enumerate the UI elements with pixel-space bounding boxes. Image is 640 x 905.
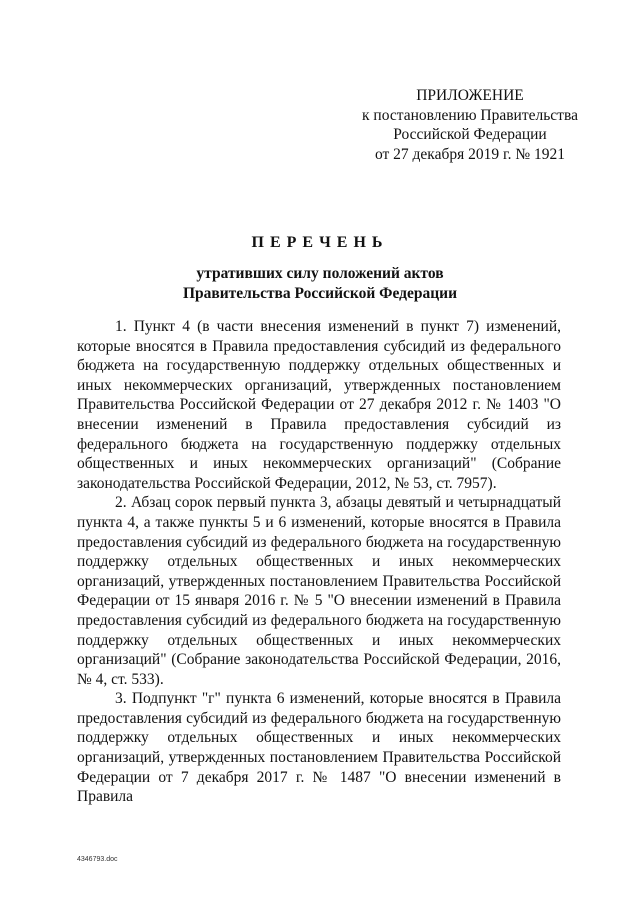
document-subtitle-line: Правительства Российской Федерации: [182, 284, 458, 302]
document-subtitle-line: утративших силу положений актов: [196, 265, 444, 282]
list-item-paragraph: 2. Абзац сорок первый пункта 3, абзацы девятый и четырнадцатый пункта 4, а также пункты 5 и 6 изменений, которые вносятся в Правила предоставления субсидий из федерального бюджета на государственную поддержку отдельных общественных и иных некоммерческих организаций, утвержденных постановлением Правительства Российской Федерации от 15 января 2016 г. № 5 "О внесении изменений в Правила предоставления субсидий из федерального бюджета на государственную поддержку отдельных общественных и иных некоммерческих организаций" (Собрание законодательства Российской Федерации, 2016, № 4, ст. 533).: [77, 494, 561, 688]
appendix-date-number: от 27 декабря 2019 г. № 1921: [374, 145, 566, 163]
appendix-reference-line: к постановлению Правительства: [362, 106, 578, 124]
list-item-paragraph: 3. Подпункт "г" пункта 6 изменений, которые вносятся в Правила предоставления субсидий из федерального бюджета на государственную поддержку отдельных общественных и иных некоммерческих организаций, утвержденных постановлением Правительства Российской Федерации от 7 декабря 2017 г. № 1487 "О внесении изменений в Правила: [77, 690, 561, 806]
document-title-block: [40, 232, 600, 303]
list-item-paragraph: 1. Пункт 4 (в части внесения изменений в пункт 7) изменений, которые вносятся в Правила предоставления субсидий из федерального бюджета на государственную поддержку отдельных общественных и иных некоммерческих организаций, утвержденных постановлением Правительства Российской Федерации от 27 декабря 2012 г. № 1403 "О внесении изменений в Правила предоставления субсидий из федерального бюджета на государственную поддержку отдельных общественных и иных некоммерческих организаций" (Собрание законодательства Российской Федерации, 2012, № 53, ст. 7957).: [77, 318, 561, 492]
document-title: ПЕРЕЧЕНЬ: [251, 234, 389, 251]
appendix-header: [320, 86, 620, 164]
appendix-reference-line: Российской Федерации: [393, 126, 547, 143]
appendix-title: ПРИЛОЖЕНИЕ: [416, 87, 524, 104]
document-file-code: 4346793.doc: [77, 856, 118, 863]
document-body: [77, 317, 561, 807]
